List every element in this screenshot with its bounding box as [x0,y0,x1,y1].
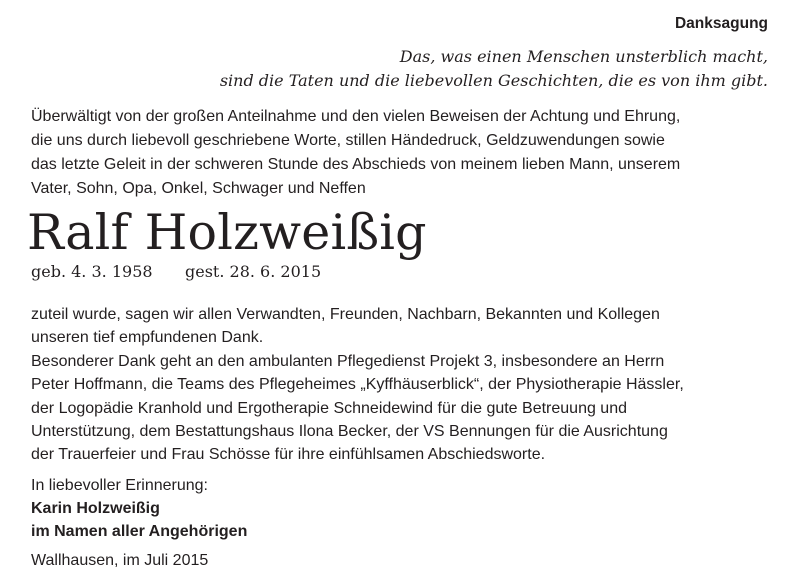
motto-quote [220,45,768,93]
intro-paragraph [31,105,680,201]
motto-line: Das, was einen Menschen unsterblich macht, [399,47,768,66]
body-line: Besonderer Dank geht an den ambulanten Pflegedienst Projekt 3, insbesondere an Herrn [31,352,665,370]
place-and-date: Wallhausen, im Juli 2015 [31,552,209,569]
body-line: unseren tief empfundenen Dank. [31,329,264,347]
body-line: zuteil wurde, sagen wir allen Verwandten, Freunden, Nachbarn, Bekannten und Kollegen [31,306,660,323]
body-line: Unterstützung, dem Bestattungshaus Ilona Becker, der VS Bennungen für die Ausrichtung [31,423,668,441]
death-date: gest. 28. 6. 2015 [185,262,322,281]
body-line: der Trauerfeier und Frau Schösse für ihre einfühlsamen Abschiedsworte. [31,446,546,464]
body-line: der Logopädie Kranhold und Ergotherapie Schneidewind für die gute Betreuung und [31,399,627,417]
birth-date: geb. 4. 3. 1958 [31,262,153,281]
signer-on-behalf: im Namen aller Angehörigen [31,523,248,540]
intro-line: die uns durch liebevoll geschriebene Worte, stillen Händedruck, Geldzuwendungen sowie [31,132,665,149]
body-line: Peter Hoffmann, die Teams des Pflegeheimes „Kyffhäuserblick“, der Physiotherapie Hässler, [31,376,684,394]
signer-name: Karin Holzweißig [31,500,160,517]
motto-line: sind die Taten und die liebevollen Geschichten, die es von ihm gibt. [219,71,768,90]
thanks-paragraph [31,303,684,467]
signature-intro: In liebevoller Erinnerung: [31,477,208,494]
deceased-name: Ralf Holzweißig [27,204,427,261]
notice-heading: Danksagung [674,15,768,32]
signature-block [31,474,247,543]
intro-line: Überwältigt von der großen Anteilnahme und den vielen Beweisen der Achtung und Ehrung, [31,108,681,125]
intro-line: Vater, Sohn, Opa, Onkel, Schwager und Neffen [31,180,366,197]
intro-line: das letzte Geleit in der schweren Stunde des Abschieds von meinem lieben Mann, unserem [31,156,681,173]
